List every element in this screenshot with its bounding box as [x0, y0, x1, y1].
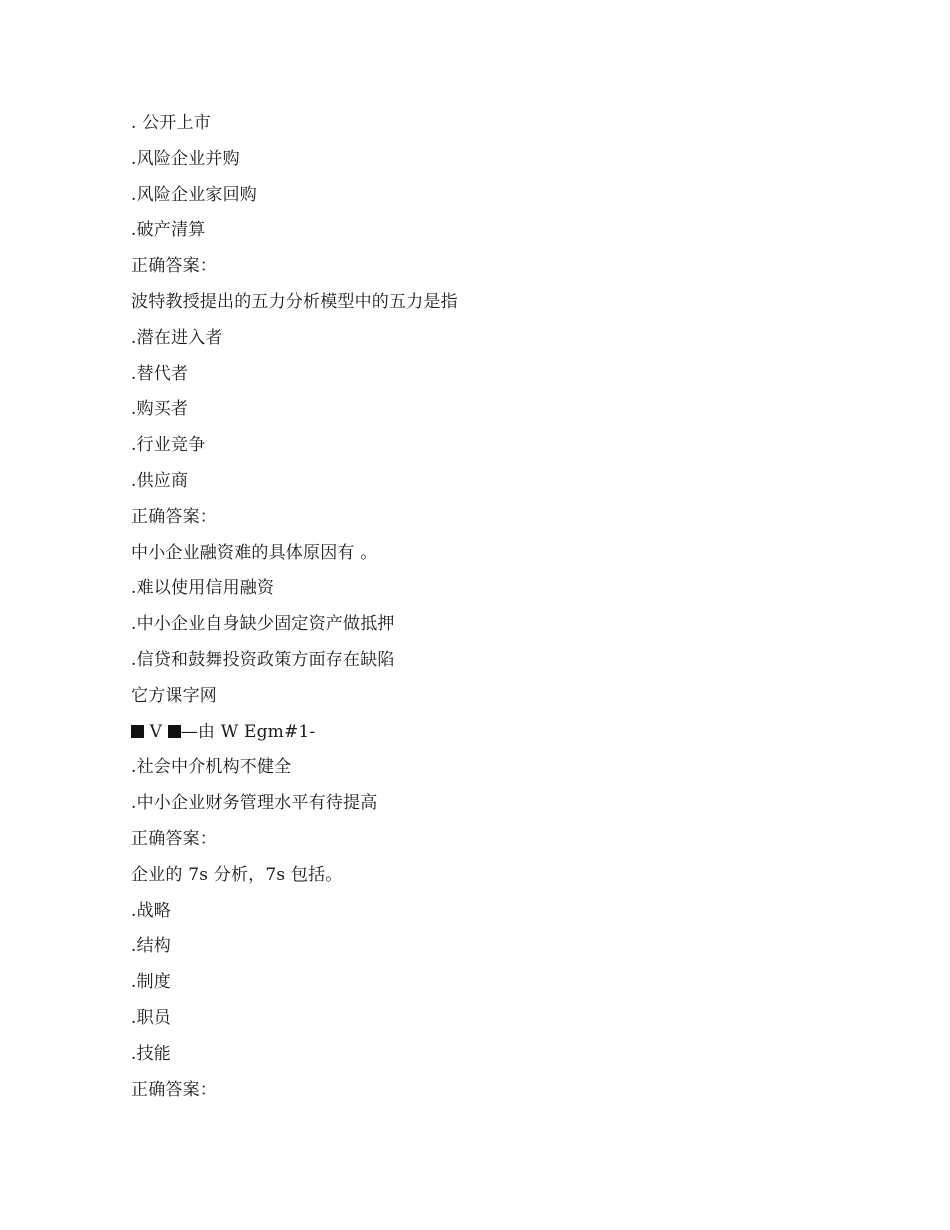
option-line: .风险企业并购: [131, 148, 240, 169]
garbled-line: [131, 715, 831, 751]
option-line: .信贷和鼓舞投资政策方面存在缺陷: [131, 649, 395, 670]
option-line: .潜在进入者: [131, 327, 223, 348]
document-body: [131, 106, 831, 1108]
option-line: .战略: [131, 900, 172, 921]
option-line: .风险企业家回购: [131, 184, 258, 205]
option-line: .结构: [131, 936, 172, 957]
option-line: .技能: [131, 1043, 172, 1064]
option-line: .购买者: [131, 399, 189, 420]
question-text: 企业的 7s 分析，7s 包括。: [131, 864, 343, 885]
question-text: 波特教授提出的五力分析模型中的五力是指: [131, 291, 458, 312]
square-glyph-icon: [168, 725, 181, 738]
option-line: .中小企业自身缺少固定资产做抵押: [131, 614, 395, 635]
square-glyph-icon: [131, 725, 144, 738]
answer-label: 正确答案：: [131, 506, 217, 527]
option-line: .供应商: [131, 470, 189, 491]
garbled-prefix: V: [149, 721, 163, 742]
option-line: .社会中介机构不健全: [131, 757, 292, 778]
option-line: .难以使用信用融资: [131, 578, 275, 599]
option-line: .中小企业财务管理水平有待提高: [131, 793, 378, 814]
option-line: .职员: [131, 1007, 172, 1028]
option-line: .替代者: [131, 363, 189, 384]
option-line: .破产清算: [131, 220, 206, 241]
answer-label: 正确答案：: [131, 1079, 217, 1100]
watermark-text: 它方课字网: [131, 685, 217, 706]
answer-label: 正确答案：: [131, 828, 217, 849]
garbled-suffix: —由 W Egm#1-: [180, 721, 316, 742]
question-text: 中小企业融资难的具体原因有 。: [131, 542, 378, 563]
option-line: .行业竞争: [131, 435, 206, 456]
answer-label: 正确答案：: [131, 256, 217, 277]
option-line: . 公开上市: [131, 113, 212, 133]
option-line: .制度: [131, 972, 172, 993]
